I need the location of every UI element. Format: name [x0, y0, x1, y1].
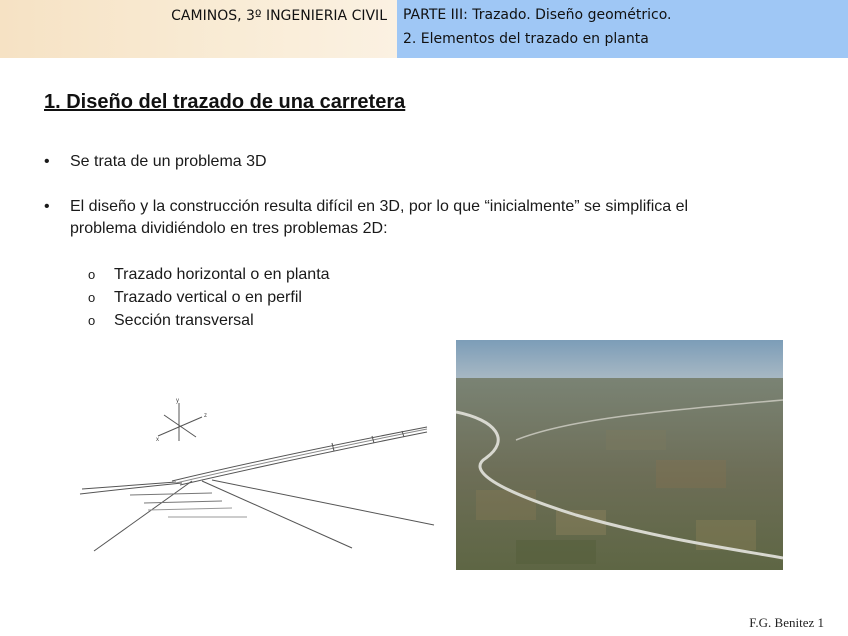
footer-author: F.G. Benitez	[749, 615, 815, 630]
bullet-text: Se trata de un problema 3D	[70, 153, 267, 170]
page-number: 1	[817, 615, 824, 630]
bullet-symbol: •	[44, 198, 50, 215]
sub-item-text: Sección transversal	[114, 312, 254, 329]
sub-item-text: Trazado vertical o en perfil	[114, 289, 302, 306]
aerial-highway-photo	[456, 340, 783, 570]
header-course-band	[0, 0, 397, 58]
sub-bullet-symbol: o	[88, 313, 96, 328]
sub-bullet-symbol: o	[88, 267, 96, 282]
section-title: 2. Elementos del trazado en planta	[403, 31, 649, 47]
axis-label-y: y	[176, 398, 179, 404]
part-title: PARTE III: Trazado. Diseño geométrico.	[403, 7, 672, 23]
footer-credit	[749, 615, 824, 631]
axis-label-z: z	[204, 413, 207, 419]
sub-bullet-symbol: o	[88, 290, 96, 305]
bullet-text: El diseño y la construcción resulta difícil en 3D, por lo que “inicialmente” se simplifica el problema dividiéndolo en tres problemas 2D:	[70, 198, 689, 237]
road-3d-sketch	[72, 393, 438, 553]
bullet-symbol: •	[44, 153, 50, 170]
axis-label-x: x	[156, 437, 159, 443]
course-title: CAMINOS, 3º INGENIERIA CIVIL	[171, 8, 387, 24]
header-section-band	[397, 0, 848, 58]
sub-item-text: Trazado horizontal o en planta	[114, 266, 330, 283]
slide-title: 1. Diseño del trazado de una carretera	[44, 91, 406, 113]
